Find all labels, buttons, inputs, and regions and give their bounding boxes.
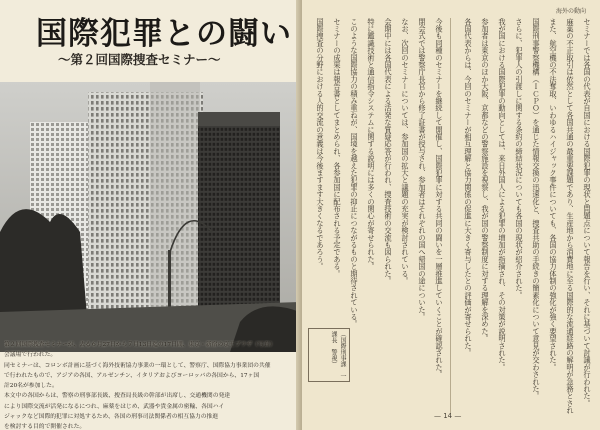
text-column: 国際捜査の分野における人的交流の意義は今後ますます大きくなるであろう。: [316, 18, 325, 270]
right-page: [302, 0, 600, 430]
text-column: なお、次回のセミナーについては、参加国の拡大と議題の充実が検討されている。: [401, 18, 410, 285]
caption-line: 第２回国際捜査セミナーが、去る６月27日から７月13日迄の17日間、東京・新宿の京王プラザ（写真）: [4, 342, 276, 348]
text-column: セミナーでは各国の代表が自国における国際犯罪の現状と問題点について報告を行い、それに基づいて討議が行われた。: [583, 18, 592, 407]
column-divider: [450, 18, 451, 413]
text-column: 今後も同種のセミナーを継続して開催し、国際犯罪に対する共同の闘いを一層推進していくことが確認された。: [435, 18, 444, 378]
text-column: 国際刑事警察機構（ＩＣＰＯ）を通じた情報交換の迅速化と、捜査共助の手続きの簡素化について意見が交わされた。: [532, 18, 541, 400]
text-column: 参加者は東京のほか大阪、京都などの警察施設を視察し、我が国の警察制度に対する理解を深めた。: [481, 18, 490, 342]
building-photo: [0, 82, 300, 352]
caption-line: を検討する目的で開催された。: [4, 424, 86, 430]
caption-line: 本文中の各国からは、警察の刑事部長級、捜査局長級の幹部が出席し、交通機関の発達: [4, 393, 231, 400]
article-title: 国際犯罪との闘い: [36, 16, 292, 52]
text-column: 特に鑑識技術と通信指令システムに関する説明には多くの関心が寄せられた。: [367, 18, 376, 270]
text-column: 各国代表からは、今回のセミナーが相互理解と協力関係の促進に大きく寄与したとの評価が寄せられた。: [464, 18, 473, 357]
caption-line: により国際交流が活発になるにつれ、麻薬をはじめ、武器や貴金属の密輸、各国ハイ: [4, 403, 225, 410]
article-subtitle: 〜第２回国際捜査セミナー〜: [58, 52, 221, 67]
section-header: 海外の動向: [556, 8, 587, 15]
text-column: 閉会式では警察庁長官から修了証書が授与され、参加者はそれぞれの国へ帰国の途についた。: [418, 18, 427, 321]
text-column: 会期中には各国代表による活発な質疑応答が行われ、捜査技術の交流も図られた。: [384, 18, 393, 285]
text-column: 我が国における国際犯罪の動向としては、来日外国人による犯罪の増加が指摘され、その対策が説明された。: [498, 18, 507, 371]
caption-line: 同セミナーは、コロンボ計画に基づく海外技術協力事業の一環として、警察庁、国際協力事業団の共催: [4, 362, 271, 369]
text-column: また、航空機の不法奪取、いわゆるハイジャック事件についても、各国の協力体制の強化が強く要望された。: [549, 18, 558, 371]
caption-line: で行われたもので、アジアの各国、アルゼンチン、イタリアおよびヨーロッパの各国から、17ヶ国: [4, 372, 260, 379]
caption-line: ジャックなど国際的犯罪に対処するため、各国の刑事司法関係者の相互協力の推進: [4, 414, 219, 421]
text-column: 麻薬の不正取引は依然として各国共通の最重要課題であり、生産地から消費地に至る国際的な流通経路の解明が急務とされ: [566, 18, 575, 414]
author-box: （国際刑事課 一課長 警視）: [308, 328, 350, 382]
text-column: このような国際協力の積み重ねが、国境を越えた犯罪の抑止につながるものと期待されている。: [350, 18, 359, 328]
text-column: セミナーの成果は報告書としてまとめられ、各参加国に配布される予定である。: [333, 18, 342, 278]
text-column: さらに、犯罪人の引渡しに関する条約の締結状況についても各国の現状が紹介された。: [515, 18, 524, 299]
page-number: — 14 —: [434, 412, 462, 420]
caption-line: 計20名が参加した。: [4, 383, 58, 390]
caption-line: 会議場で行われた。: [4, 352, 57, 359]
caption: [4, 340, 294, 430]
